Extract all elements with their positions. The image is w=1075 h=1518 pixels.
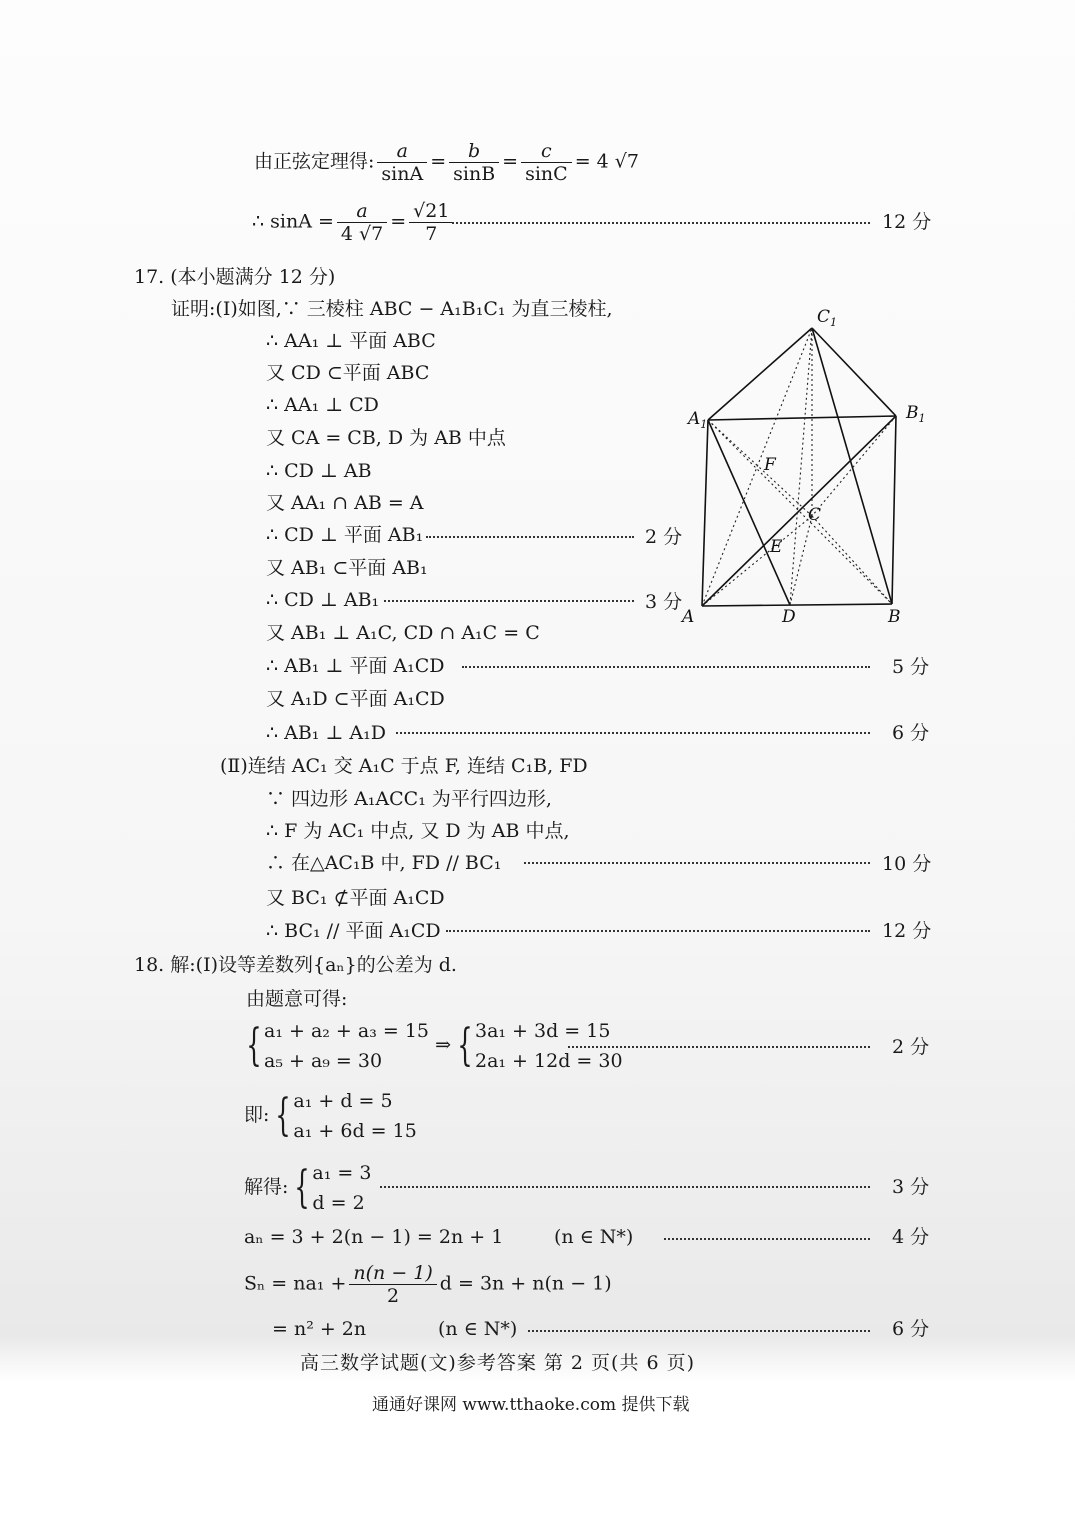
frac-b-sinB: $\frac{b}{\sin B}$ [449, 140, 499, 185]
q17-line-20: ∴ BC₁ // 平面 A₁CD [266, 920, 441, 942]
q17-line-8: ∴ CD ⊥ 平面 AB₁ [266, 524, 424, 546]
frac-c-sinC: $\frac{c}{\sin C}$ [521, 140, 572, 185]
system-3: 解得: { a₁ = 3 d = 2 [244, 1162, 372, 1214]
label-C: C [808, 505, 822, 525]
score-3-a: 3 分 [645, 591, 683, 613]
score-2: 2 分 [645, 526, 683, 548]
q17-line-4: ∴ AA₁ ⊥ CD [266, 394, 379, 416]
dot-leader [380, 1186, 870, 1188]
score-6-a: 6 分 [892, 722, 930, 744]
label-E: E [770, 537, 783, 557]
dot-leader [426, 536, 634, 538]
dot-leader [524, 862, 870, 864]
frac-a-sinA: $\frac{a}{\sin A}$ [377, 140, 427, 185]
q17-line-2: ∴ AA₁ ⊥ 平面 ABC [266, 330, 436, 352]
sina-frac-1: $\frac{a}{4 √7}$ [337, 200, 387, 245]
label-B1: $B_1$ [906, 403, 926, 425]
q17-line-19: 又 BC₁ ⊄平面 A₁CD [266, 887, 445, 909]
score-5: 5 分 [892, 656, 930, 678]
an-condition: (n ∈ N*) [554, 1226, 634, 1248]
label-B: B [888, 607, 901, 627]
an-formula: aₙ = 3 + 2(n − 1) = 2n + 1 [244, 1226, 504, 1248]
score-4: 4 分 [892, 1226, 930, 1248]
q17-line-13: 又 A₁D ⊂平面 A₁CD [266, 688, 445, 710]
dot-leader [664, 1238, 870, 1240]
score-12-b: 12 分 [882, 920, 932, 942]
sina-line: ∴ sinA = $\frac{a}{4 √7}$ = $\frac{√21}{7}$ [252, 200, 456, 245]
q17-line-16: ∵ 四边形 A₁ACC₁ 为平行四边形, [266, 788, 552, 810]
q17-line-15: (Ⅱ)连结 AC₁ 交 A₁C 于点 F, 连结 C₁B, FD [220, 755, 588, 777]
dot-leader [384, 600, 634, 602]
system-2: 即: { a₁ + d = 5 a₁ + 6d = 15 [244, 1090, 417, 1142]
q17-line-5: 又 CA = CB, D 为 AB 中点 [266, 427, 506, 449]
q17-line-14: ∴ AB₁ ⊥ A₁D [266, 722, 386, 744]
q17-line-1: 证明:(Ⅰ)如图,∵ 三棱柱 ABC − A₁B₁C₁ 为直三棱柱, [171, 298, 613, 320]
label-D: D [782, 607, 796, 627]
q17-line-17: ∴ F 为 AC₁ 中点, 又 D 为 AB 中点, [266, 820, 570, 842]
q18-line-2: 由题意可得: [246, 988, 348, 1010]
q17-line-18: ∴ 在△AC₁B 中, FD // BC₁ [266, 852, 502, 874]
sine-law-line: 由正弦定理得: $\frac{a}{\sin A}$ = $\frac{b}{\sin B}$ = $\frac{c}{\sin C}$ = 4 √7 [254, 140, 639, 185]
label-A: A [682, 607, 695, 627]
dot-leader [462, 666, 870, 668]
dot-leader [452, 222, 870, 224]
q18-line-1: 18. 解:(Ⅰ)设等差数列{aₙ}的公差为 d. [134, 954, 457, 976]
sn-result: = n² + 2n [272, 1318, 367, 1340]
q17-header: 17. (本小题满分 12 分) [134, 266, 336, 288]
score-3-b: 3 分 [892, 1176, 930, 1198]
sine-law-result: = 4 √7 [574, 150, 639, 173]
q17-line-6: ∴ CD ⊥ AB [266, 460, 372, 482]
prism-figure [670, 300, 930, 630]
score-12-a: 12 分 [882, 211, 932, 233]
label-A1: $A_1$ [688, 409, 708, 431]
sina-frac-2: $\frac{√21}{7}$ [409, 200, 453, 245]
q17-line-11: 又 AB₁ ⊥ A₁C, CD ∩ A₁C = C [266, 622, 540, 644]
score-10: 10 分 [882, 853, 932, 875]
q17-line-10: ∴ CD ⊥ AB₁ [266, 589, 380, 611]
q17-line-7: 又 AA₁ ∩ AB = A [266, 492, 424, 514]
dot-leader [446, 930, 870, 932]
dot-leader [568, 1046, 870, 1048]
sn-formula: Sₙ = na₁ + $\frac{n(n - 1)}{2}$ d = 3n + n(n − 1) [244, 1262, 612, 1307]
q17-line-3: 又 CD ⊂平面 ABC [266, 362, 430, 384]
implies-arrow: ⇒ [435, 1034, 451, 1056]
download-credit: 通通好课网 www.tthaoke.com 提供下载 [372, 1395, 690, 1415]
sn-condition: (n ∈ N*) [438, 1318, 518, 1340]
sina-prefix: ∴ sinA = [252, 210, 334, 233]
sine-law-prefix: 由正弦定理得: [254, 150, 375, 173]
system-1: { a₁ + a₂ + a₃ = 15 a₅ + a₉ = 30 ⇒ { 3a₁ + 3d = 15 2a₁ + 12d = 30 [246, 1020, 623, 1072]
score-2-b: 2 分 [892, 1036, 930, 1058]
page-footer: 高三数学试题(文)参考答案 第 2 页(共 6 页) [300, 1352, 696, 1374]
q17-line-12: ∴ AB₁ ⊥ 平面 A₁CD [266, 655, 445, 677]
label-C1: $C_1$ [817, 307, 838, 329]
score-6-b: 6 分 [892, 1318, 930, 1340]
dot-leader [528, 1330, 870, 1332]
q17-line-9: 又 AB₁ ⊂平面 AB₁ [266, 557, 428, 579]
label-F: F [764, 455, 776, 475]
dot-leader [396, 732, 870, 734]
